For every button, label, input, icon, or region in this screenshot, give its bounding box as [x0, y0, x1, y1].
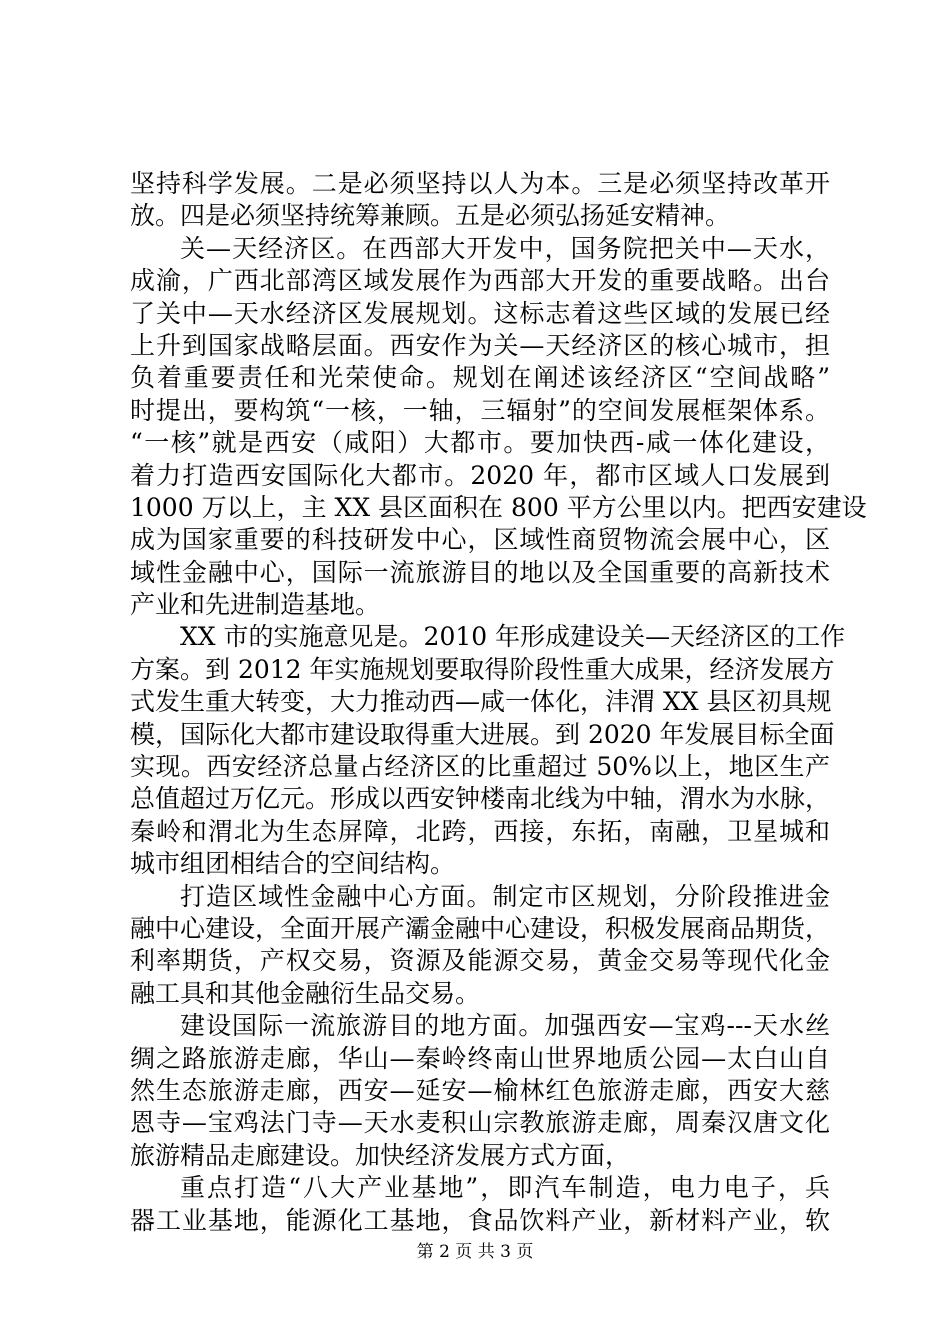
document-body: [130, 168, 867, 1237]
text-line: 恩寺—宝鸡法门寺—天水麦积山宗教旅游走廊，周秦汉唐文化: [130, 1108, 830, 1138]
text-line: 方案。到 2012 年实施规划要取得阶段性重大成果，经济发展方: [130, 654, 835, 684]
text-line: 成渝，广西北部湾区域发展作为西部大开发的重要战略。出台: [130, 266, 830, 296]
text-line: 融中心建设，全面开展产灞金融中心建设，积极发展商品期货，: [130, 913, 831, 943]
text-line: 放。四是必须坚持统筹兼顾。五是必须弘扬延安精神。: [130, 201, 731, 231]
text-line: 然生态旅游走廊，西安—延安—榆林红色旅游走廊，西安大慈: [130, 1075, 830, 1105]
text-line: 旅游精品走廊建设。加快经济发展方式方面，: [130, 1140, 631, 1170]
text-line: 秦岭和渭北为生态屏障，北跨，西接，东拓，南融，卫星城和: [130, 816, 830, 846]
text-line: XX 市的实施意见是。2010 年形成建设关—天经济区的工作: [180, 622, 846, 652]
text-line: 融工具和其他金融衍生品交易。: [130, 978, 481, 1008]
paragraph: [130, 168, 830, 233]
paragraph: [130, 621, 846, 880]
text-line: 建设国际一流旅游目的地方面。加强西安—宝鸡---天水丝: [180, 1011, 830, 1041]
paragraph: [130, 1172, 830, 1237]
text-line: 总值超过万亿元。形成以西安钟楼南北线为中轴，渭水为水脉，: [130, 784, 831, 814]
page-number-label: 第 2 页 共 3 页: [416, 1242, 534, 1262]
text-line: 域性金融中心，国际一流旅游目的地以及全国重要的高新技术: [130, 557, 830, 587]
text-line: 重点打造“八大产业基地”，即汽车制造，电力电子，兵: [180, 1173, 830, 1203]
text-line: 着力打造西安国际化大都市。2020 年，都市区域人口发展到: [130, 460, 830, 490]
text-line: 时提出，要构筑“一核，一轴，三辐射”的空间发展框架体系。: [130, 395, 830, 425]
text-line: 关—天经济区。在西部大开发中，国务院把关中—天水，: [180, 233, 830, 263]
paragraph: [130, 881, 830, 1011]
text-line: 模，国际化大都市建设取得重大进展。到 2020 年发展目标全面: [130, 719, 835, 749]
text-line: 坚持科学发展。二是必须坚持以人为本。三是必须坚持改革开: [130, 169, 830, 198]
text-line: 了关中—天水经济区发展规划。这标志着这些区域的发展已经: [130, 298, 830, 328]
text-line: 器工业基地，能源化工基地，食品饮料产业，新材料产业，软: [130, 1205, 830, 1235]
text-line: 成为国家重要的科技研发中心，区域性商贸物流会展中心，区: [130, 525, 830, 555]
text-line: 产业和先进制造基地。: [130, 590, 381, 620]
text-line: 城市组团相结合的空间结构。: [130, 849, 456, 879]
paragraph: [130, 1010, 830, 1172]
page-footer: [0, 1240, 950, 1264]
text-line: 绸之路旅游走廊，华山—秦岭终南山世界地质公园—太白山自: [130, 1043, 830, 1073]
text-line: “一核”就是西安（咸阳）大都市。要加快西-咸一体化建设，: [130, 428, 830, 458]
text-line: 利率期货，产权交易，资源及能源交易，黄金交易等现代化金: [130, 946, 830, 976]
text-line: 负着重要责任和光荣使命。规划在阐述该经济区“空间战略”: [130, 363, 830, 393]
text-line: 式发生重大转变，大力推动西—咸一体化，沣渭 XX 县区初具规: [130, 687, 832, 717]
text-line: 上升到国家战略层面。西安作为关—天经济区的核心城市，担: [130, 330, 830, 360]
text-line: 打造区域性金融中心方面。制定市区规划，分阶段推进金: [180, 881, 830, 911]
text-line: 1000 万以上，主 XX 县区面积在 800 平方公里以内。把西安建设: [130, 492, 867, 522]
text-line: 实现。西安经济总量占经济区的比重超过 50%以上，地区生产: [130, 752, 830, 782]
paragraph: [130, 233, 867, 622]
